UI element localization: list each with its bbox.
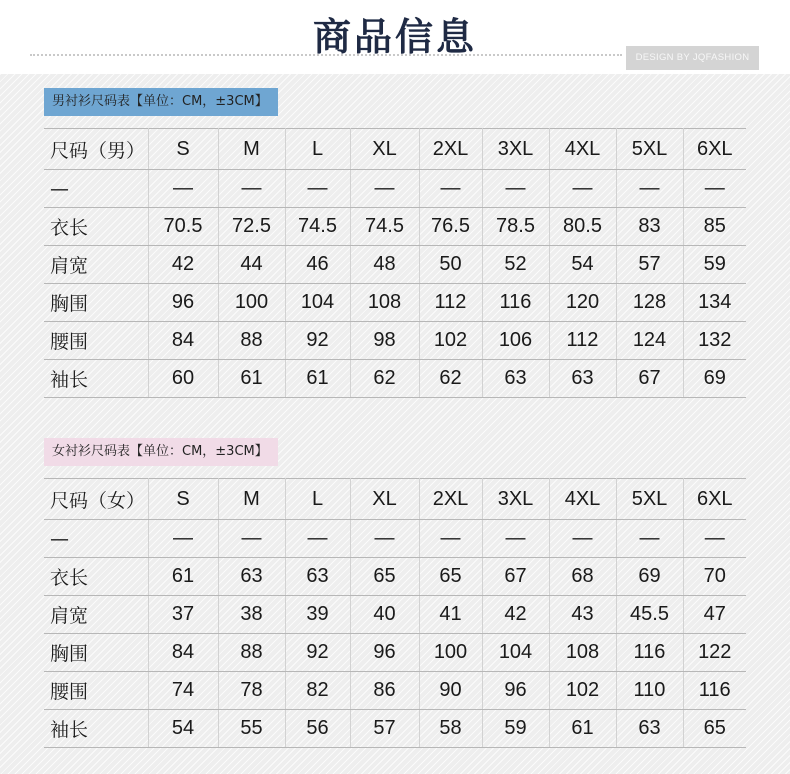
table-cell: 42 (148, 246, 218, 284)
table-cell: 98 (350, 322, 419, 360)
table-cell: 70.5 (148, 208, 218, 246)
table-row (44, 208, 746, 246)
table-cell: 112 (549, 322, 616, 360)
table-cell: 54 (148, 710, 218, 748)
table-cell: 59 (482, 710, 549, 748)
table-cell: 57 (616, 246, 683, 284)
table-cell: 62 (350, 360, 419, 398)
measure-label: 胸围 (44, 634, 148, 672)
table-cell: 132 (683, 322, 746, 360)
table-cell: 85 (683, 208, 746, 246)
table-row (44, 520, 746, 558)
size-column-header: 尺码（女） (44, 479, 148, 520)
table-cell: 120 (549, 284, 616, 322)
table-cell: — (683, 170, 746, 208)
table-cell: 78 (218, 672, 285, 710)
size-header-cell: 3XL (482, 479, 549, 520)
table-cell: 60 (148, 360, 218, 398)
page-title: 商品信息 (312, 15, 477, 59)
table-cell: — (350, 170, 419, 208)
table-cell: 100 (218, 284, 285, 322)
table-row (44, 246, 746, 284)
women-size-label: 女衬衫尺码表【单位：CM，±3CM】 (44, 438, 278, 466)
table-cell: 128 (616, 284, 683, 322)
table-cell: 106 (482, 322, 549, 360)
table-cell: 46 (285, 246, 350, 284)
table-cell: — (616, 520, 683, 558)
table-header-row (44, 479, 746, 520)
table-cell: — (218, 170, 285, 208)
measure-label: 腰围 (44, 322, 148, 360)
table-cell: 82 (285, 672, 350, 710)
table-cell: 108 (350, 284, 419, 322)
table-cell: 69 (683, 360, 746, 398)
women-size-table (44, 478, 746, 748)
table-cell: — (549, 170, 616, 208)
table-cell: — (683, 520, 746, 558)
table-cell: 110 (616, 672, 683, 710)
table-cell: — (285, 520, 350, 558)
table-cell: 61 (218, 360, 285, 398)
table-cell: 74 (148, 672, 218, 710)
table-cell: 67 (482, 558, 549, 596)
table-cell: 50 (419, 246, 482, 284)
measure-label: — (44, 170, 148, 208)
table-cell: 96 (350, 634, 419, 672)
table-cell: 96 (148, 284, 218, 322)
table-cell: 74.5 (285, 208, 350, 246)
table-cell: — (350, 520, 419, 558)
table-cell: 76.5 (419, 208, 482, 246)
table-cell: 100 (419, 634, 482, 672)
table-cell: 86 (350, 672, 419, 710)
content-area (0, 74, 790, 774)
size-header-cell: M (218, 129, 285, 170)
table-header-row (44, 129, 746, 170)
size-column-header: 尺码（男） (44, 129, 148, 170)
table-cell: — (148, 170, 218, 208)
table-row (44, 672, 746, 710)
size-header-cell: L (285, 129, 350, 170)
table-cell: 70 (683, 558, 746, 596)
table-cell: — (285, 170, 350, 208)
table-cell: 83 (616, 208, 683, 246)
table-cell: 48 (350, 246, 419, 284)
table-cell: 108 (549, 634, 616, 672)
table-row (44, 558, 746, 596)
men-size-label: 男衬衫尺码表【单位：CM，±3CM】 (44, 88, 278, 116)
table-cell: 63 (616, 710, 683, 748)
table-cell: 69 (616, 558, 683, 596)
table-cell: 104 (285, 284, 350, 322)
size-header-cell: 6XL (683, 479, 746, 520)
table-cell: 54 (549, 246, 616, 284)
table-cell: 102 (549, 672, 616, 710)
table-cell: 96 (482, 672, 549, 710)
table-cell: 112 (419, 284, 482, 322)
table-cell: 57 (350, 710, 419, 748)
measure-label: 衣长 (44, 558, 148, 596)
table-cell: 41 (419, 596, 482, 634)
table-cell: 44 (218, 246, 285, 284)
table-row (44, 360, 746, 398)
size-header-cell: 2XL (419, 479, 482, 520)
table-cell: 63 (285, 558, 350, 596)
table-cell: 65 (350, 558, 419, 596)
table-cell: 56 (285, 710, 350, 748)
size-header-cell: M (218, 479, 285, 520)
table-cell: 88 (218, 322, 285, 360)
table-cell: — (482, 170, 549, 208)
table-cell: 62 (419, 360, 482, 398)
table-cell: 55 (218, 710, 285, 748)
size-header-cell: XL (350, 479, 419, 520)
measure-label: 衣长 (44, 208, 148, 246)
size-header-cell: 4XL (549, 479, 616, 520)
table-cell: 59 (683, 246, 746, 284)
table-cell: 104 (482, 634, 549, 672)
table-cell: 74.5 (350, 208, 419, 246)
table-cell: 43 (549, 596, 616, 634)
table-cell: 72.5 (218, 208, 285, 246)
women-size-section (44, 438, 746, 758)
table-cell: — (419, 520, 482, 558)
table-cell: 122 (683, 634, 746, 672)
size-header-cell: 5XL (616, 479, 683, 520)
table-cell: 40 (350, 596, 419, 634)
table-cell: 42 (482, 596, 549, 634)
size-header-cell: L (285, 479, 350, 520)
table-row (44, 710, 746, 748)
table-cell: — (218, 520, 285, 558)
table-cell: 52 (482, 246, 549, 284)
table-cell: 61 (549, 710, 616, 748)
table-cell: 134 (683, 284, 746, 322)
men-size-table (44, 128, 746, 398)
size-header-cell: XL (350, 129, 419, 170)
table-cell: 65 (683, 710, 746, 748)
table-cell: 102 (419, 322, 482, 360)
table-cell: 80.5 (549, 208, 616, 246)
table-cell: 90 (419, 672, 482, 710)
table-cell: 58 (419, 710, 482, 748)
dotted-divider (30, 54, 622, 56)
table-cell: 88 (218, 634, 285, 672)
table-cell: 63 (482, 360, 549, 398)
table-cell: 124 (616, 322, 683, 360)
table-cell: 68 (549, 558, 616, 596)
size-header-cell: 2XL (419, 129, 482, 170)
table-cell: 116 (683, 672, 746, 710)
page-header (0, 0, 790, 74)
table-cell: 47 (683, 596, 746, 634)
table-cell: — (549, 520, 616, 558)
table-cell: 63 (549, 360, 616, 398)
size-header-cell: S (148, 129, 218, 170)
table-cell: 61 (285, 360, 350, 398)
table-cell: 78.5 (482, 208, 549, 246)
size-header-cell: 6XL (683, 129, 746, 170)
table-row (44, 284, 746, 322)
table-row (44, 170, 746, 208)
table-cell: 116 (482, 284, 549, 322)
men-size-section (44, 88, 746, 402)
size-header-cell: 3XL (482, 129, 549, 170)
table-cell: 61 (148, 558, 218, 596)
table-cell: — (148, 520, 218, 558)
table-cell: 92 (285, 634, 350, 672)
table-cell: 65 (419, 558, 482, 596)
table-cell: 92 (285, 322, 350, 360)
measure-label: 袖长 (44, 360, 148, 398)
measure-label: — (44, 520, 148, 558)
measure-label: 腰围 (44, 672, 148, 710)
size-header-cell: 5XL (616, 129, 683, 170)
table-cell: — (419, 170, 482, 208)
table-cell: — (482, 520, 549, 558)
table-cell: — (616, 170, 683, 208)
table-cell: 84 (148, 634, 218, 672)
table-cell: 84 (148, 322, 218, 360)
measure-label: 胸围 (44, 284, 148, 322)
table-cell: 37 (148, 596, 218, 634)
table-cell: 63 (218, 558, 285, 596)
table-cell: 39 (285, 596, 350, 634)
table-cell: 45.5 (616, 596, 683, 634)
table-row (44, 322, 746, 360)
size-header-cell: S (148, 479, 218, 520)
table-row (44, 596, 746, 634)
size-header-cell: 4XL (549, 129, 616, 170)
measure-label: 肩宽 (44, 246, 148, 284)
table-cell: 67 (616, 360, 683, 398)
table-row (44, 634, 746, 672)
measure-label: 肩宽 (44, 596, 148, 634)
measure-label: 袖长 (44, 710, 148, 748)
table-cell: 116 (616, 634, 683, 672)
table-cell: 38 (218, 596, 285, 634)
brand-tag: DESIGN BY JQFASHION (626, 46, 759, 70)
